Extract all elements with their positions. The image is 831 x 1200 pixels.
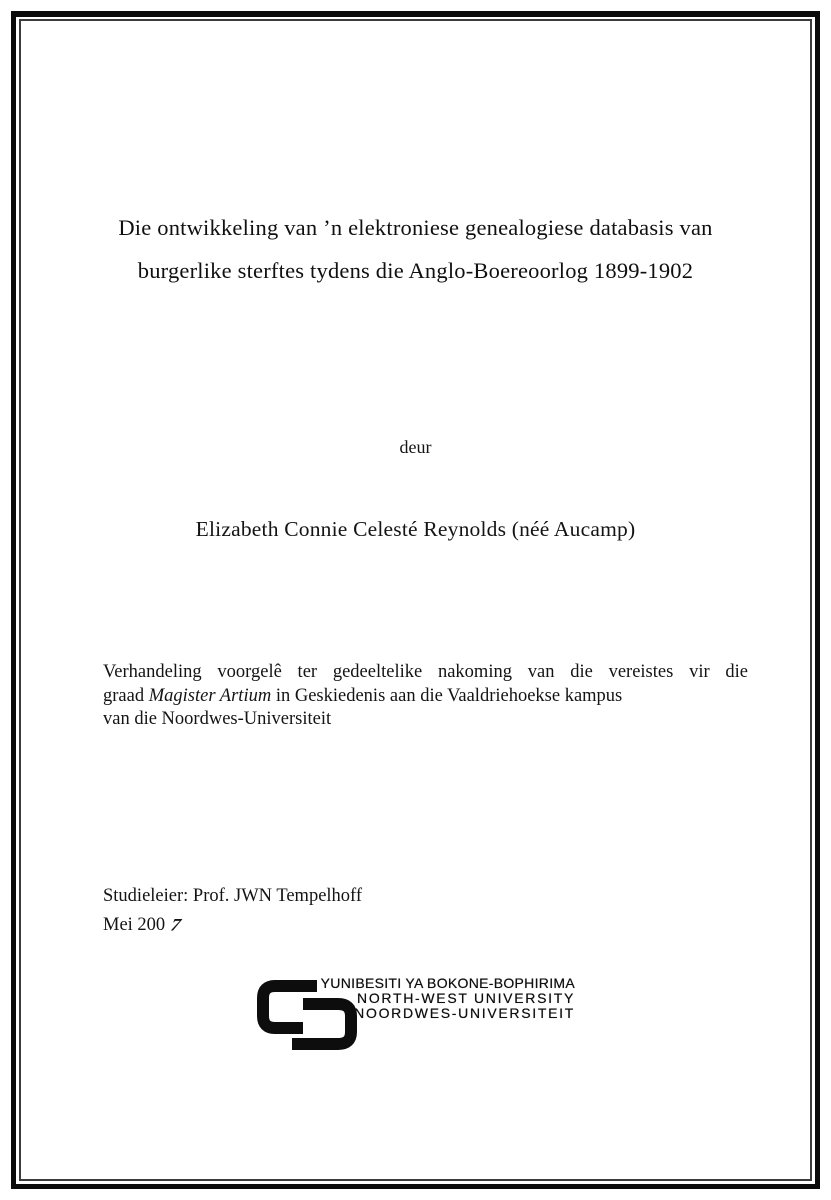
degree-name: Magister Artium [148, 685, 272, 706]
thesis-title-line-2: burgerlike sterftes tydens die Anglo-Boereoorlog 1899-1902 [137, 258, 694, 283]
supervisor-block [103, 882, 362, 940]
statement-line-2 [103, 685, 748, 709]
statement-line-2-post: in Geskiedenis aan die Vaaldriehoekse kampus [271, 685, 623, 706]
statement-line-3: van die Noordwes-Universiteit [103, 709, 332, 729]
thesis-title [0, 206, 831, 292]
logo-line-english: NORTH-WEST UNIVERSITY [357, 990, 575, 1006]
degree-statement [103, 661, 748, 732]
nwu-logo-text [313, 976, 575, 1021]
byline: deur [399, 437, 432, 457]
statement-line-1: Verhandeling voorgelê ter gedeeltelike nakoming van die vereistes vir die [103, 662, 748, 682]
date-last-digit: 7 [167, 916, 185, 936]
supervisor-line: Studieleier: Prof. JWN Tempelhoff [103, 886, 363, 906]
author-name: Elizabeth Connie Celesté Reynolds (néé Aucamp) [195, 517, 636, 541]
logo-line-setswana: YUNIBESITI YA BOKONE-BOPHIRIMA [320, 975, 575, 991]
logo-line-afrikaans: NOORDWES-UNIVERSITEIT [354, 1005, 575, 1021]
thesis-title-line-1: Die ontwikkeling van ’n elektroniese genealogiese databasis van [118, 215, 713, 240]
date-line [103, 911, 362, 940]
date-prefix: Mei 200 [103, 915, 166, 935]
statement-line-2-pre: graad [103, 685, 149, 706]
